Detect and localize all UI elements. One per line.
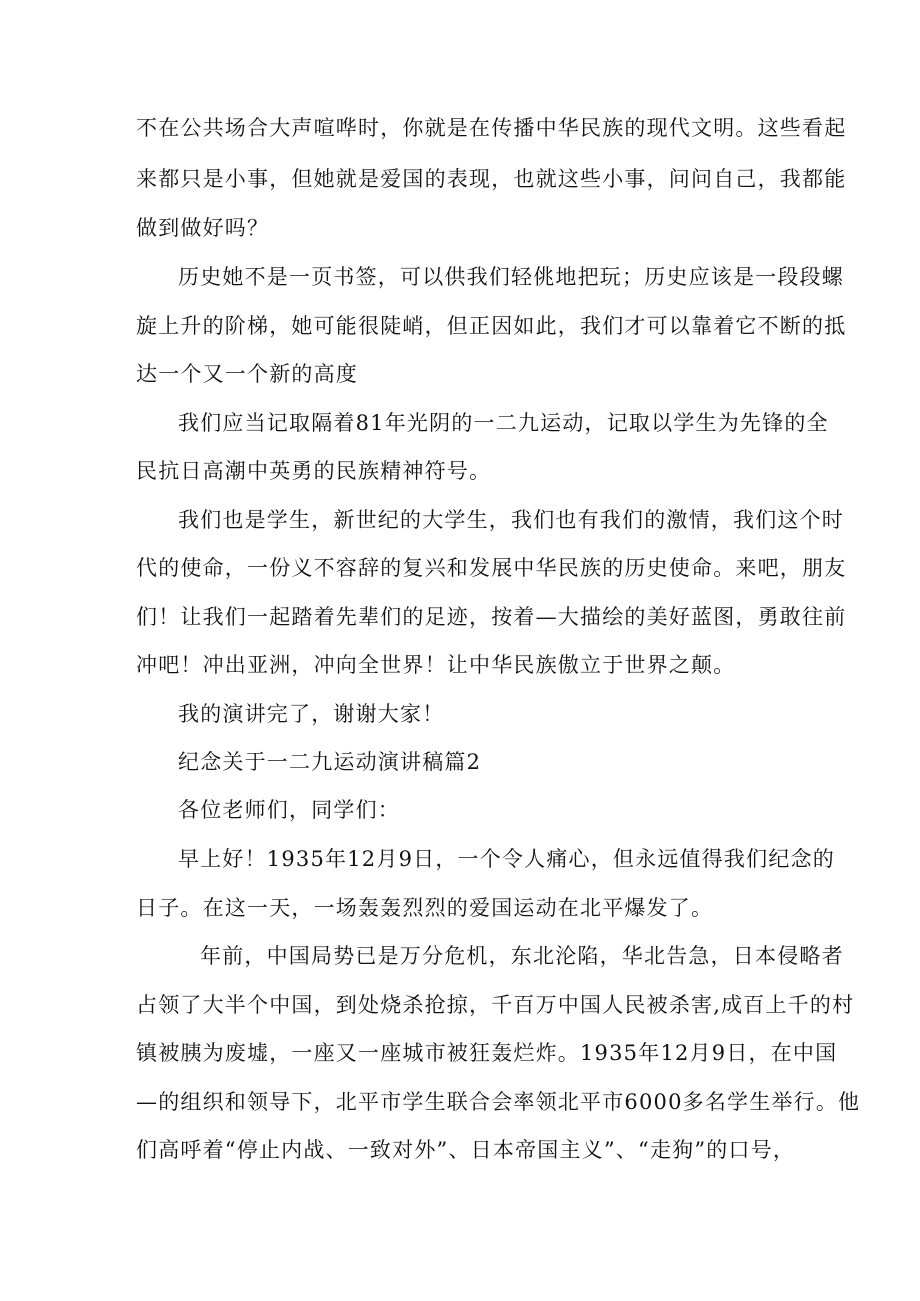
text-line: 日子。在这一天，一场轰轰烈烈的爱国运动在北平爆发了。 <box>136 896 714 920</box>
text-line: —的组织和领导下，北平市学生联合会率领北平市6000多名学生举行。他 <box>136 1090 861 1114</box>
text-line: 代的使命，一份义不容辞的复兴和发展中华民族的历史使命。来吧，朋友 <box>136 556 847 580</box>
text-line: 我的演讲完了，谢谢大家！ <box>178 702 445 726</box>
text-line: 年前，中国局势已是万分危机，东北沦陷，华北告急，日本侵略者 <box>200 944 844 968</box>
text-line: 我们应当记取隔着81年光阴的一二九运动，记取以学生为先锋的全 <box>178 411 829 435</box>
text-line: 民抗日高潮中英勇的民族精神符号。 <box>136 459 492 483</box>
section-heading: 纪念关于一二九运动演讲稿篇2 <box>178 750 482 774</box>
text-line: 各位老师们，同学们： <box>178 798 400 822</box>
text-line: 做到做好吗？ <box>136 216 270 240</box>
text-line: 来都只是小事，但她就是爱国的表现，也就这些小事，问问自己，我都能 <box>136 167 847 191</box>
text-line: 旋上升的阶梯，她可能很陡峭，但正因如此，我们才可以靠着它不断的抵 <box>136 314 847 338</box>
text-line: 冲吧！冲出亚洲，冲向全世界！让中华民族傲立于世界之颠。 <box>136 653 736 677</box>
text-line: 历史她不是一页书签，可以供我们轻佻地把玩；历史应该是一段段螺 <box>178 265 844 289</box>
text-line: 早上好！1935年12月9日，一个令人痛心，但永远值得我们纪念的 <box>178 847 835 871</box>
text-line: 达一个又一个新的高度 <box>136 362 358 386</box>
text-line: 占领了大半个中国，到处烧杀抢掠，千百万中国人民被杀害,成百上千的村 <box>136 993 855 1017</box>
text-line: 我们也是学生，新世纪的大学生，我们也有我们的激情，我们这个时 <box>178 508 844 532</box>
text-line: 镇被胰为废墟，一座又一座城市被狂轰烂炸。1935年12月9日，在中国 <box>136 1041 838 1065</box>
text-line: 不在公共场合大声喧哗时，你就是在传播中华民族的现代文明。这些看起 <box>136 116 847 140</box>
text-line: 们！让我们一起踏着先辈们的足迹，按着—大描绘的美好蓝图，勇敢往前 <box>136 605 847 629</box>
text-line: 们高呼着“停止内战、一致对外”、日本帝国主义”、“走狗”的口号， <box>136 1138 796 1162</box>
